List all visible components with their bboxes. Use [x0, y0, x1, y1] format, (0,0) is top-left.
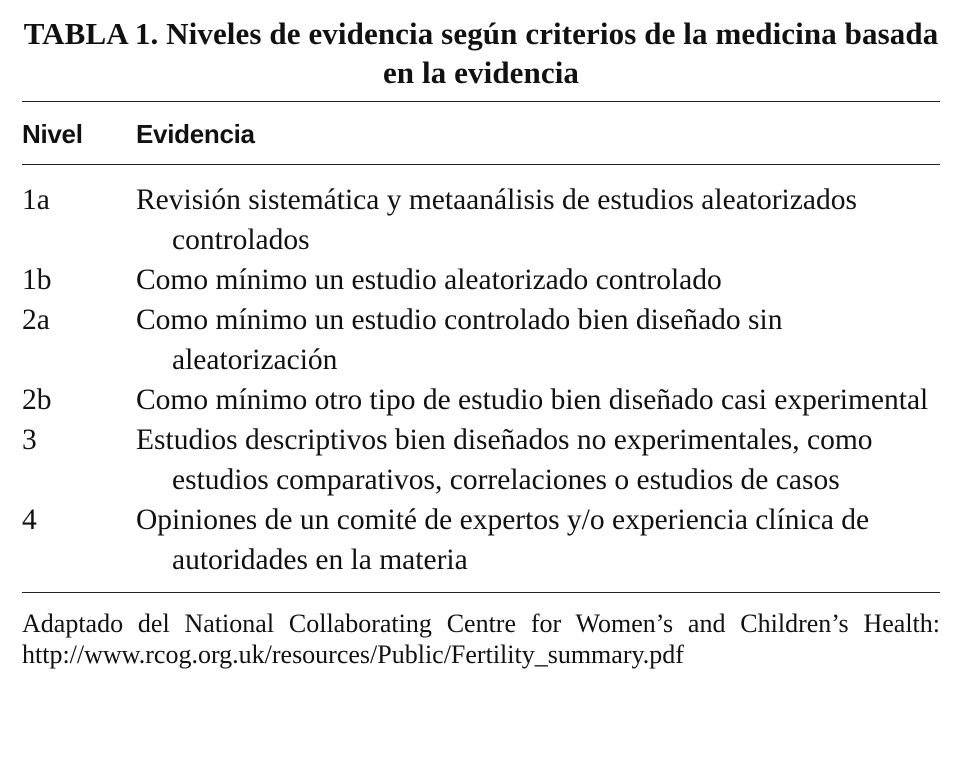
row-level: 2b	[22, 384, 52, 416]
table-row	[22, 260, 940, 300]
row-evidence: Como mínimo otro tipo de estudio bien diseñado casi experimental	[136, 384, 929, 416]
row-level: 2a	[22, 304, 50, 336]
row-evidence: Como mínimo un estudio controlado bien diseñado sin aleatorización	[136, 304, 783, 376]
table-row	[22, 180, 940, 260]
row-evidence: Como mínimo un estudio aleatorizado controlado	[136, 264, 722, 296]
row-level: 1a	[22, 184, 50, 216]
table-title: TABLA 1. Niveles de evidencia según criterios de la medicina basada en la evidencia	[23, 16, 939, 90]
source-note: Adaptado del National Collaborating Centre for Women’s and Children’s Health: http://www.rcog.org.uk/resources/Public/Fertility_summary.pdf	[22, 609, 940, 669]
header-evidence: Evidencia	[136, 119, 255, 149]
row-evidence: Revisión sistemática y metaanálisis de estudios aleatorizados controlados	[136, 184, 857, 256]
table-row	[22, 500, 940, 580]
bottom-rule	[22, 592, 940, 593]
row-level: 1b	[22, 264, 52, 296]
table-row	[22, 300, 940, 380]
header-level: Nivel	[22, 119, 83, 149]
row-evidence: Opiniones de un comité de expertos y/o experiencia clínica de autoridades en la materia	[136, 504, 870, 576]
row-level: 3	[22, 424, 37, 456]
table-row	[22, 420, 940, 500]
table-container	[22, 0, 940, 670]
table-header	[22, 102, 940, 164]
row-evidence: Estudios descriptivos bien diseñados no experimentales, como estudios comparativos, correlaciones o estudios de casos	[136, 424, 873, 496]
table-body	[22, 165, 940, 592]
table-row	[22, 380, 940, 420]
row-level: 4	[22, 504, 37, 536]
